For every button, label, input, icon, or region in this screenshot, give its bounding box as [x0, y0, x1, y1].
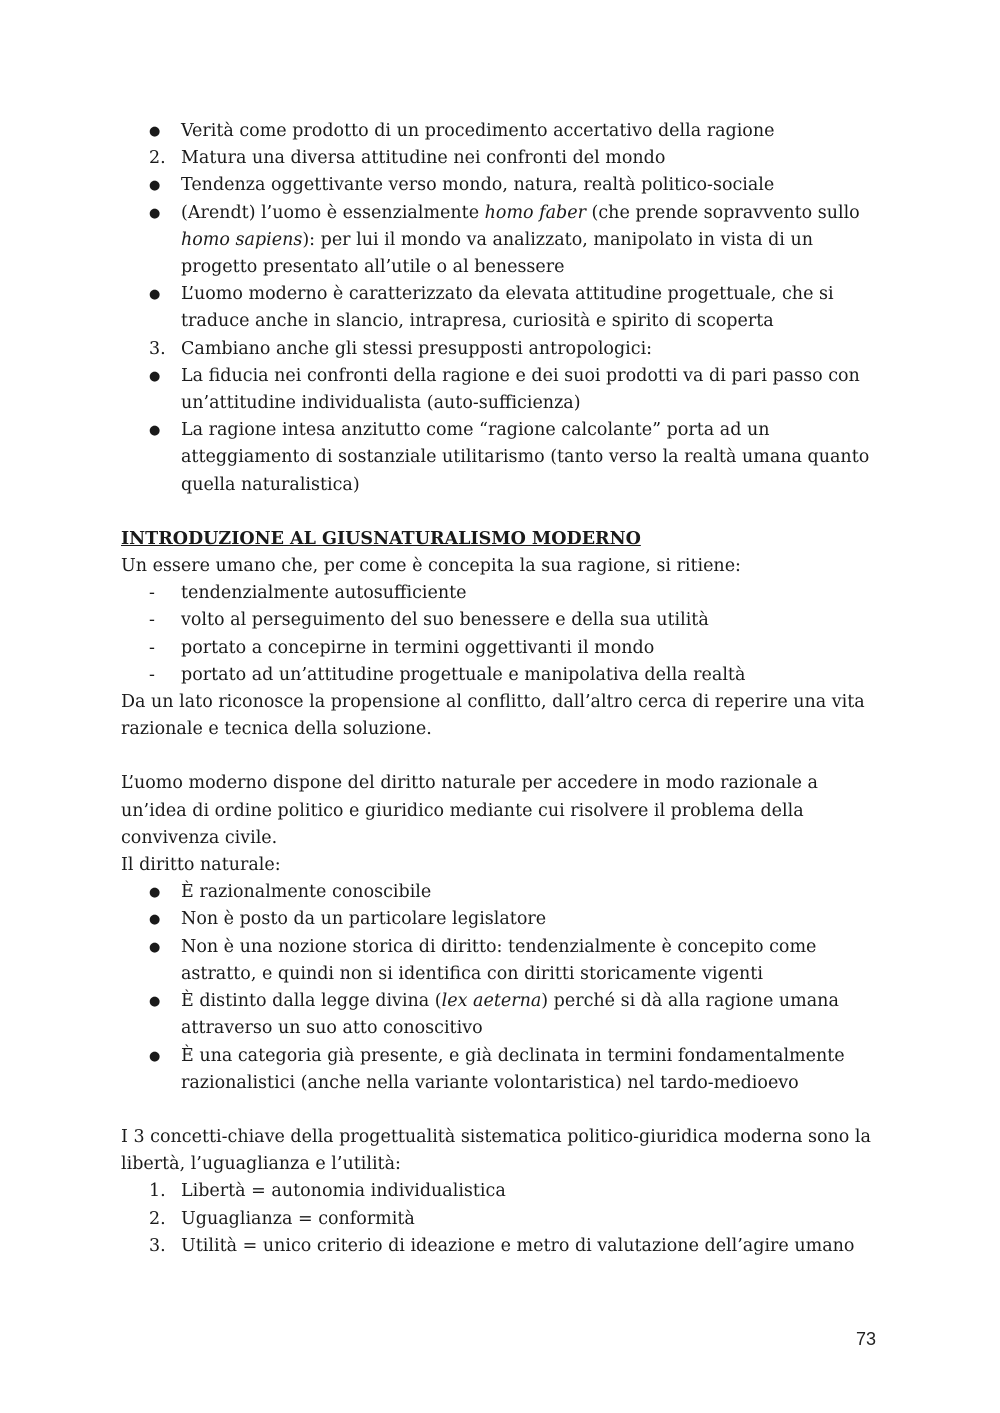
- list-item-text: portato ad un’attitudine progettuale e manipolativa della realtà: [181, 664, 746, 685]
- list-item: [121, 934, 881, 988]
- bullet-icon: ●: [149, 423, 161, 439]
- bullet-icon: ●: [149, 885, 161, 901]
- list-item-text: La ragione intesa anzitutto come “ragione calcolante” porta ad un atteggiamento di sostanziale utilitarismo (tanto verso la realtà umana quanto quella naturalistica): [181, 420, 870, 495]
- list-item: [121, 1233, 881, 1260]
- dash-icon: -: [149, 664, 155, 685]
- list-number: 1.: [149, 1181, 166, 1202]
- bullet-icon: ●: [149, 912, 161, 928]
- list-item-text: Non è posto da un particolare legislatore: [181, 909, 547, 930]
- section-heading: INTRODUZIONE AL GIUSNATURALISMO MODERNO: [121, 528, 641, 549]
- list-item: [121, 1043, 881, 1097]
- list-item: [121, 200, 881, 282]
- list-item: [121, 336, 881, 363]
- bullet-icon: ●: [149, 939, 161, 955]
- list-item: [121, 363, 881, 417]
- section-4: [121, 1124, 881, 1260]
- document-page: [121, 118, 881, 1260]
- dash-list-item: [121, 662, 881, 689]
- list-item-text: È distinto dalla legge divina (lex aeterna) perché si dà alla ragione umana attraverso un suo atto conoscitivo: [181, 991, 839, 1039]
- list-item-text: Tendenza oggettivante verso mondo, natura, realtà politico-sociale: [181, 175, 775, 196]
- list-item: [121, 281, 881, 335]
- spacer: [121, 743, 881, 770]
- list-number: 3.: [149, 1235, 166, 1256]
- paragraph: I 3 concetti-chiave della progettualità sistematica politico-giuridica moderna sono la libertà, l’uguaglianza e l’utilità:: [121, 1126, 871, 1175]
- list-item-text: volto al perseguimento del suo benessere e della sua utilità: [181, 610, 709, 631]
- list-item-text: tendenzialmente autosufficiente: [181, 583, 467, 604]
- bullet-icon: ●: [149, 287, 161, 303]
- dash-list-item: [121, 607, 881, 634]
- bullet-icon: ●: [149, 205, 161, 221]
- bullet-icon: ●: [149, 368, 161, 384]
- dash-icon: -: [149, 610, 155, 631]
- section-2: [121, 526, 881, 744]
- list-item-text: Uguaglianza = conformità: [181, 1208, 415, 1229]
- list-item: [121, 145, 881, 172]
- list-item-text: Libertà = autonomia individualistica: [181, 1181, 506, 1202]
- intro-paragraph: Un essere umano che, per come è concepita la sua ragione, si ritiene:: [121, 556, 741, 577]
- list-item-text: Matura una diversa attitudine nei confronti del mondo: [181, 148, 666, 169]
- list-item: [121, 417, 881, 499]
- list-number: 2.: [149, 1208, 166, 1229]
- bullet-icon: ●: [149, 994, 161, 1010]
- bullet-icon: ●: [149, 1048, 161, 1064]
- italic-term: homo faber: [484, 202, 586, 223]
- section-1-list: [121, 118, 881, 499]
- closing-paragraph: Da un lato riconosce la propensione al conflitto, dall’altro cerca di reperire una vita razionale e tecnica della soluzione.: [121, 692, 865, 740]
- paragraph: L’uomo moderno dispone del diritto naturale per accedere in modo razionale a un’idea di ordine politico e giuridico mediante cui risolvere il problema della convivenza civile.: [121, 773, 818, 848]
- list-lead: Il diritto naturale:: [121, 855, 281, 876]
- list-item-text: (Arendt) l’uomo è essenzialmente homo faber (che prende sopravvento sullo homo sapiens): per lui il mondo va analizzato, manipolato in vista di un progetto presentato all’utile o al benessere: [181, 202, 860, 278]
- list-item-text: portato a concepirne in termini oggettivanti il mondo: [181, 637, 655, 658]
- list-item-text: Non è una nozione storica di diritto: tendenzialmente è concepito come astratto, e quindi non si identifica con diritti storicamente vigenti: [181, 936, 817, 984]
- list-number: 3.: [149, 338, 166, 359]
- dash-list-item: [121, 580, 881, 607]
- list-item-text: Utilità = unico criterio di ideazione e metro di valutazione dell’agire umano: [181, 1235, 855, 1256]
- bullet-icon: ●: [149, 124, 161, 139]
- list-item: [121, 988, 881, 1042]
- list-item: [121, 118, 881, 145]
- list-item-text: Verità come prodotto di un procedimento accertativo della ragione: [181, 121, 775, 141]
- list-item-text: È una categoria già presente, e già declinata in termini fondamentalmente razionalistici (anche nella variante volontaristica) nel tardo-medioevo: [181, 1045, 845, 1093]
- list-item-text: Cambiano anche gli stessi presupposti antropologici:: [181, 338, 653, 359]
- list-item: [121, 879, 881, 906]
- list-item: [121, 1206, 881, 1233]
- list-item: [121, 172, 881, 199]
- section-3: [121, 770, 881, 1096]
- dash-icon: -: [149, 637, 155, 658]
- list-item-text: L’uomo moderno è caratterizzato da elevata attitudine progettuale, che si traduce anche in slancio, intrapresa, curiosità e spirito di scoperta: [181, 284, 834, 332]
- bullet-icon: ●: [149, 178, 161, 194]
- page-number: 73: [856, 1329, 877, 1349]
- spacer: [121, 1097, 881, 1124]
- list-item: [121, 906, 881, 933]
- list-number: 2.: [149, 148, 166, 169]
- dash-list-item: [121, 635, 881, 662]
- list-item: [121, 1178, 881, 1205]
- list-item-text: La fiducia nei confronti della ragione e dei suoi prodotti va di pari passo con un’attitudine individualista (auto-sufficienza): [181, 365, 860, 414]
- dash-icon: -: [149, 583, 155, 604]
- italic-term: homo sapiens: [181, 229, 303, 250]
- italic-term: lex aeterna: [441, 991, 542, 1012]
- spacer: [121, 499, 881, 526]
- list-item-text: È razionalmente conoscibile: [181, 882, 432, 903]
